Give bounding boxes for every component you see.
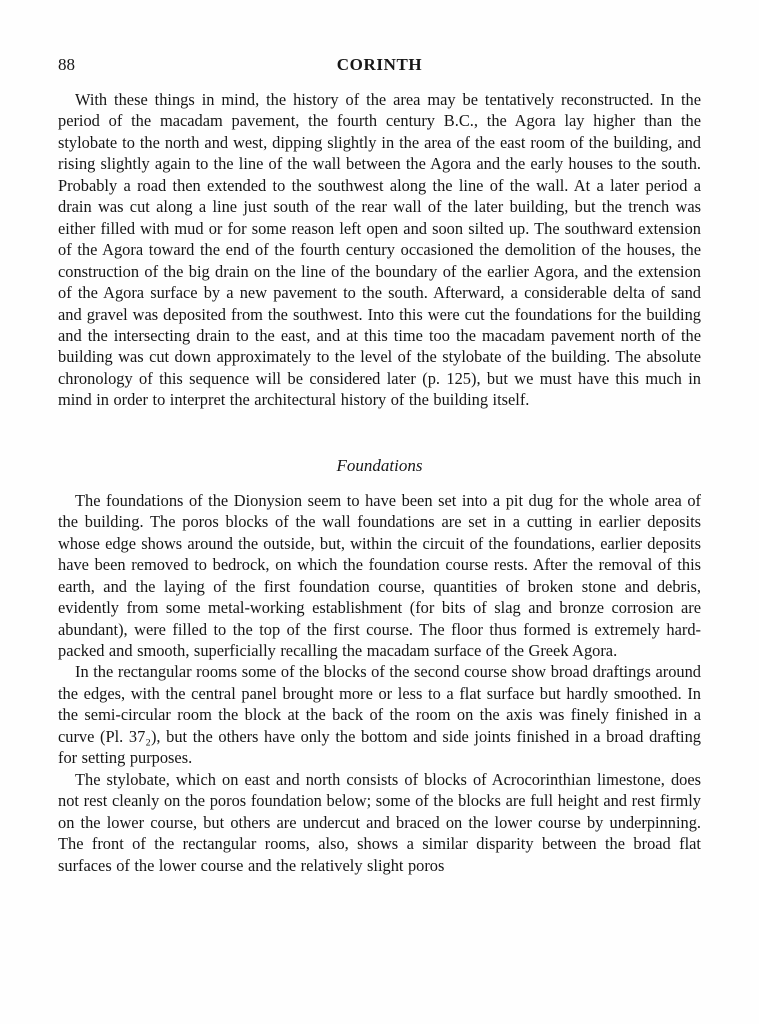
intro-paragraph: With these things in mind, the history of the area may be tentatively reconstructed. In the period of the macadam pavement, the fourth century B.C., the Agora lay higher than the stylobate to the north and west, dipping slightly in the area of the east room of the building, and rising slightly again to the line of the wall between the Agora and the early houses to the south. Probably a road then extended to the southwest along the line of the wall. At a later period a drain was cut along a line just south of the rear wall of the later building, but the trench was either filled with mud or for some reason left open and soon silted up. The southward extension of the Agora toward the end of the fourth century occasioned the demolition of the houses, the construction of the big drain on the line of the boundary of the earlier Agora, and the extension of the Agora surface by a new pavement to the south. Afterward, a considerable delta of sand and gravel was deposited from the southwest. Into this were cut the foundations for the building and the intersecting drain to the east, and at this time too the macadam pavement north of the building was cut down approximately to the level of the stylobate of the building. The absolute chronology of this sequence will be considered later (p. 125), but we must have this much in mind in order to interpret the architectural history of the building itself. [58, 90, 701, 410]
running-title: CORINTH [336, 55, 423, 74]
page-number: 88 [58, 55, 75, 74]
page-body [58, 89, 701, 876]
paragraph-foundations-3: The stylobate, which on east and north consists of blocks of Acrocorinthian limestone, does not rest cleanly on the poros foundation below; some of the blocks are full height and rest firmly on the lower course, but others are undercut and braced on the lower course by underpinning. The front of the rectangular rooms, also, shows a similar disparity between the broad flat surfaces of the lower course and the relatively slight poros [58, 769, 701, 875]
paragraph-foundations-2: In the rectangular rooms some of the blocks of the second course show broad draftings around the edges, with the central panel brought more or less to a flat surface but hardly smoothed. In the semi-circular room the block at the back of the room on the axis was finely finished in a curve (Pl. 37₂), but the others have only the bottom and side joints finished in a broad drafting for setting purposes. [58, 662, 701, 768]
section-heading-foundations: Foundations [336, 455, 423, 475]
page-header [58, 54, 701, 76]
paragraph-foundations-1: The foundations of the Dionysion seem to have been set into a pit dug for the whole area of the building. The poros blocks of the wall foundations are set in a cutting in earlier deposits whose edge shows around the outside, but, within the circuit of the foundations, earlier deposits have been removed to bedrock, on which the foundation course rests. After the removal of this earth, and the laying of the first foundation course, quantities of broken stone and debris, evidently from some metal-working establishment (for bits of slag and bronze corrosion are abundant), were filled to the top of the first course. The floor thus formed is extremely hard-packed and smooth, superficially recalling the macadam surface of the Greek Agora. [58, 490, 701, 660]
